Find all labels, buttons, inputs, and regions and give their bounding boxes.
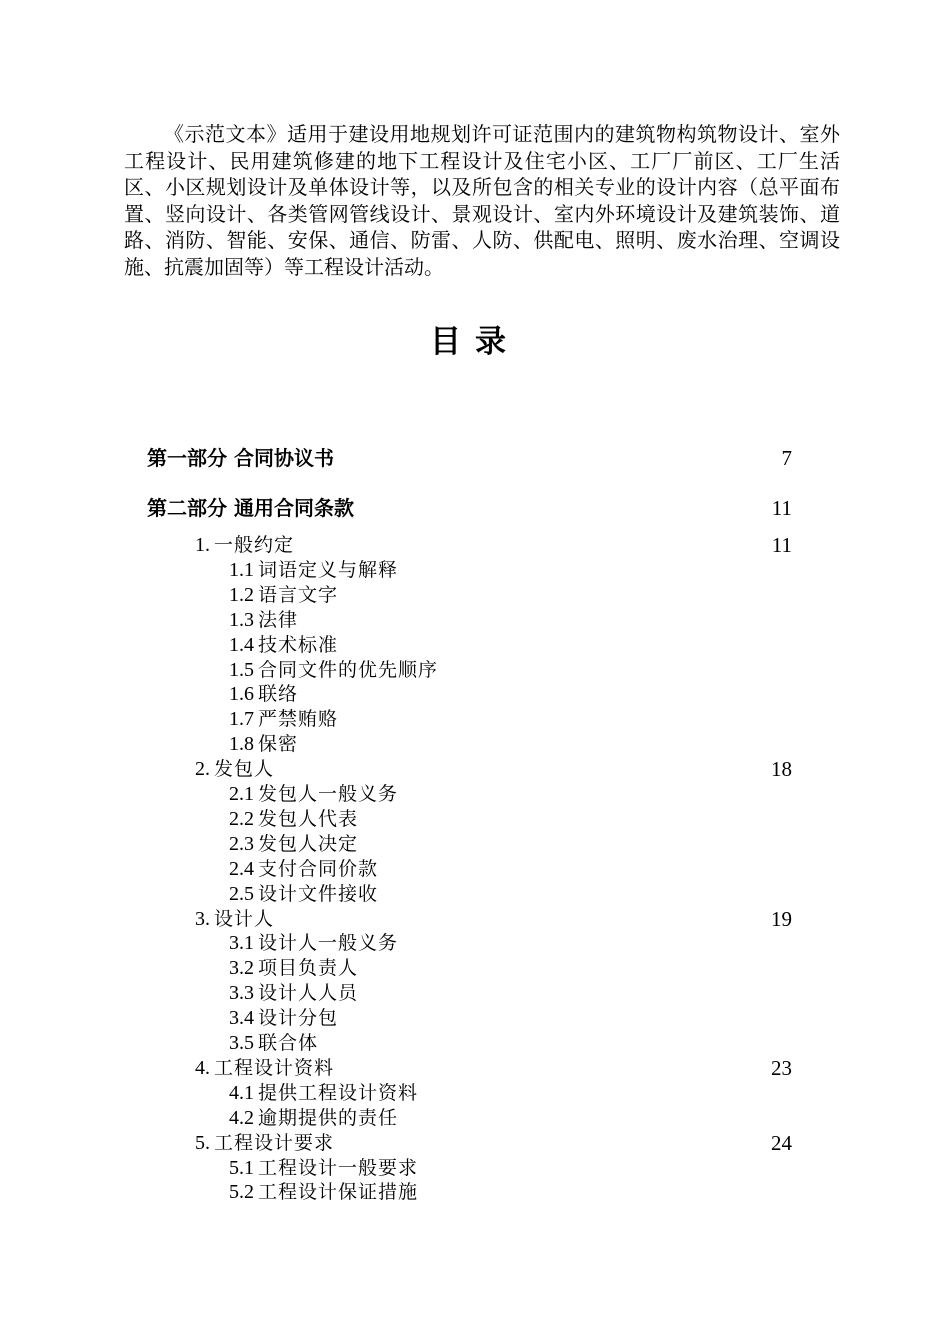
toc-part-label: 第一部分 合同协议书: [147, 446, 334, 470]
toc-section-item[interactable]: [229, 781, 398, 807]
toc-section-item[interactable]: [229, 731, 298, 757]
toc-page-number: 23: [771, 1055, 792, 1080]
toc-section-number: 4.2: [229, 1106, 254, 1129]
toc-section-number: 3.1: [229, 932, 254, 955]
toc-section-label: 工程设计一般要求: [258, 1156, 419, 1179]
toc-section-number: 1.1: [229, 558, 254, 581]
toc-section-number: 5.2: [229, 1181, 254, 1204]
toc-chapter-number: 2.: [195, 758, 210, 781]
toc-chapter-number: 3.: [195, 907, 210, 930]
toc-section-number: 5.1: [229, 1156, 254, 1179]
toc-section-item[interactable]: [229, 681, 298, 707]
toc-section-number: 3.3: [229, 982, 254, 1005]
intro-paragraph: 《示范文本》适用于建设用地规划许可证范围内的建筑物构筑物设计、室外工程设计、民用建筑修建的地下工程设计及住宅小区、工厂厂前区、工厂生活区、小区规划设计及单体设计等，以及所包含的相关专业的设计内容（总平面布置、竖向设计、各类管网管线设计、景观设计、室内外环境设计及建筑装饰、道路、消防、智能、安保、通信、防雷、人防、供配电、照明、废水治理、空调设施、抗震加固等）等工程设计活动。: [124, 122, 840, 279]
toc-section-label: 发包人决定: [258, 832, 359, 855]
toc-section-label: 设计人一般义务: [258, 932, 399, 955]
toc-section-item[interactable]: [229, 955, 358, 981]
toc-section-label: 设计分包: [258, 1007, 339, 1030]
toc-section-number: 1.3: [229, 608, 254, 631]
toc-section-item[interactable]: [229, 1005, 338, 1031]
toc-section-item[interactable]: [229, 856, 378, 882]
toc-section-label: 设计文件接收: [258, 882, 379, 905]
toc-section-label: 合同文件的优先顺序: [258, 658, 439, 681]
toc-chapter-3[interactable]: [195, 906, 274, 932]
toc-chapter-label: 设计人: [214, 907, 275, 930]
toc-section-label: 技术标准: [258, 633, 339, 656]
toc-section-label: 支付合同价款: [258, 857, 379, 880]
toc-section-item[interactable]: [229, 1179, 418, 1205]
toc-page-number: 11: [771, 533, 792, 557]
toc-section-number: 2.2: [229, 807, 254, 830]
toc-section-number: 1.7: [229, 708, 254, 731]
toc-chapter-number: 4.: [195, 1056, 210, 1079]
toc-section-item[interactable]: [229, 657, 438, 683]
toc-chapter-label: 工程设计要求: [214, 1131, 335, 1154]
toc-section-number: 2.3: [229, 832, 254, 855]
toc-part-2[interactable]: [147, 495, 354, 521]
toc-section-label: 发包人一般义务: [258, 783, 399, 805]
toc-section-number: 2.5: [229, 882, 254, 905]
toc-section-number: 2.1: [229, 783, 254, 805]
toc-section-label: 逾期提供的责任: [258, 1106, 399, 1129]
toc-chapter-number: 5.: [195, 1131, 210, 1154]
toc-section-item[interactable]: [229, 607, 298, 633]
toc-section-number: 3.2: [229, 957, 254, 980]
toc-title: 目录: [430, 324, 520, 360]
toc-chapter-label: 工程设计资料: [214, 1056, 335, 1079]
toc-section-label: 工程设计保证措施: [258, 1181, 419, 1204]
toc-section-label: 词语定义与解释: [258, 558, 399, 581]
toc-section-item[interactable]: [229, 1155, 418, 1181]
toc-section-item[interactable]: [229, 1105, 398, 1131]
toc-section-number: 3.5: [229, 1032, 254, 1054]
toc-section-item[interactable]: [229, 706, 338, 732]
toc-section-number: 3.4: [229, 1007, 254, 1030]
toc-page-number: 11: [771, 496, 792, 520]
toc-chapter-1[interactable]: [195, 532, 294, 558]
toc-section-label: 发包人代表: [258, 807, 359, 830]
toc-part-1[interactable]: [147, 445, 334, 471]
toc-section-number: 1.6: [229, 683, 254, 706]
toc-section-label: 保密: [258, 733, 299, 756]
toc-section-number: 1.2: [229, 583, 254, 606]
toc-section-label: 联络: [258, 683, 299, 706]
toc-chapter-label: 一般约定: [214, 534, 295, 556]
toc-section-label: 严禁贿赂: [258, 708, 339, 731]
toc-section-item[interactable]: [229, 1030, 318, 1056]
toc-section-item[interactable]: [229, 557, 398, 583]
toc-section-number: 1.4: [229, 633, 254, 656]
toc-section-item[interactable]: [229, 582, 338, 608]
toc-section-item[interactable]: [229, 1080, 418, 1106]
toc-section-item[interactable]: [229, 632, 338, 658]
toc-chapter-label: 发包人: [214, 758, 275, 781]
toc-section-label: 项目负责人: [258, 957, 359, 980]
toc-section-label: 法律: [258, 608, 299, 631]
toc-part-label: 第二部分 通用合同条款: [147, 496, 354, 520]
toc-chapter-5[interactable]: [195, 1130, 334, 1156]
toc-section-number: 1.8: [229, 733, 254, 756]
toc-section-label: 联合体: [258, 1032, 319, 1054]
toc-page-number: 18: [771, 757, 792, 782]
toc-section-label: 语言文字: [258, 583, 339, 606]
toc-chapter-4[interactable]: [195, 1055, 334, 1081]
toc-section-number: 1.5: [229, 658, 254, 681]
toc-section-number: 4.1: [229, 1081, 254, 1104]
toc-section-number: 2.4: [229, 857, 254, 880]
toc-page-number: 24: [771, 1130, 792, 1155]
toc-section-item[interactable]: [229, 980, 358, 1006]
toc-chapter-number: 1.: [195, 534, 210, 556]
toc-chapter-2[interactable]: [195, 756, 274, 782]
toc-section-item[interactable]: [229, 930, 398, 956]
toc-section-item[interactable]: [229, 881, 378, 907]
toc-page-number: 7: [781, 446, 792, 470]
toc-section-label: 设计人人员: [258, 982, 359, 1005]
toc-section-item[interactable]: [229, 806, 358, 832]
toc-section-item[interactable]: [229, 831, 358, 857]
toc-section-label: 提供工程设计资料: [258, 1081, 419, 1104]
toc-page-number: 19: [771, 906, 792, 931]
